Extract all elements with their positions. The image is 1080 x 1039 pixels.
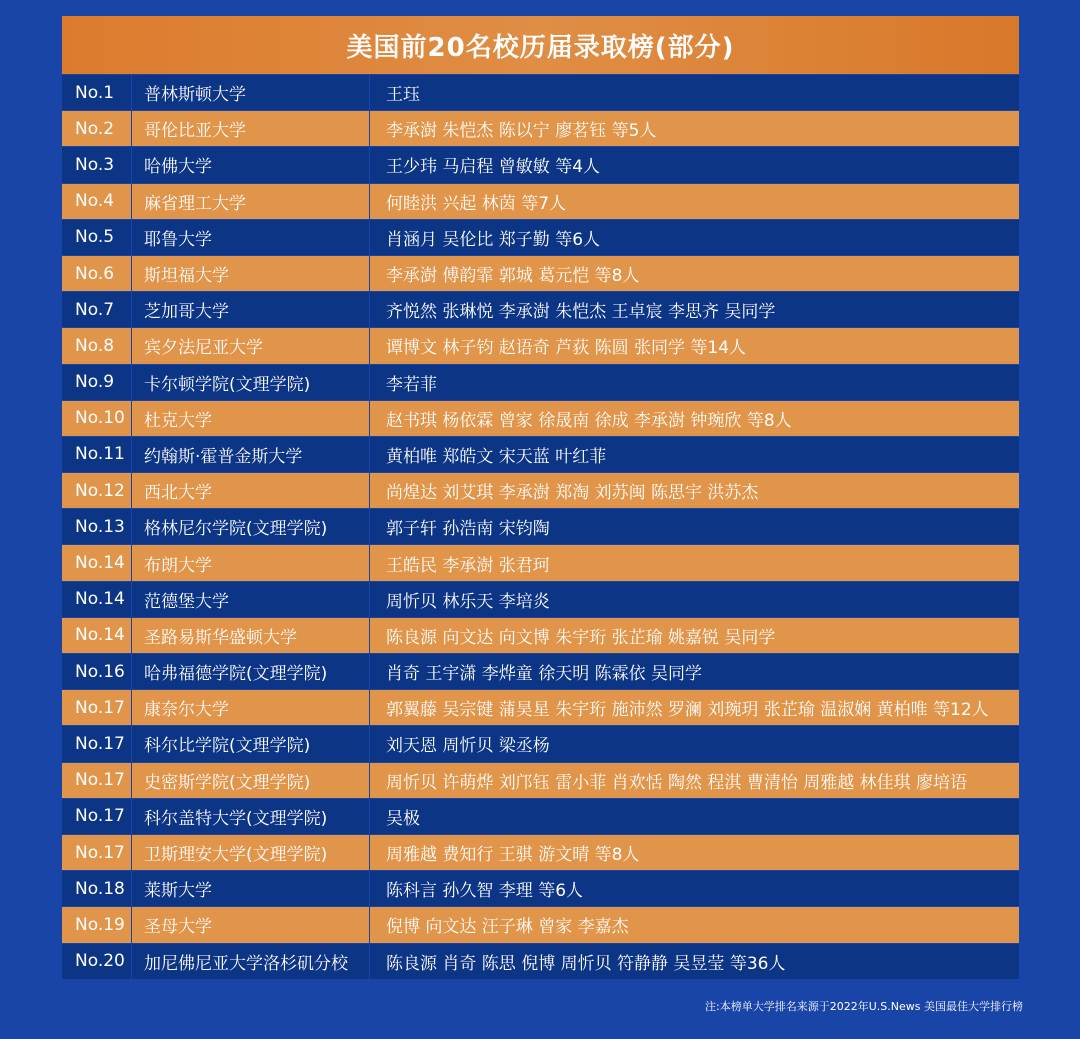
rank-cell: No.5: [62, 220, 132, 255]
table-row: [62, 582, 1019, 618]
table-row: [62, 328, 1019, 364]
table-title: 美国前20名校历届录取榜(部分): [62, 16, 1019, 75]
admitted-names-cell: 郭子轩 孙浩南 宋钧陶: [386, 519, 550, 540]
table-row: [62, 654, 1019, 690]
school-cell: 斯坦福大学: [132, 256, 370, 291]
school-cell: 约翰斯·霍普金斯大学: [132, 437, 370, 472]
rank-cell: No.14: [62, 618, 132, 653]
school-cell: 哈弗福德学院(文理学院): [132, 654, 370, 689]
table-row: [62, 220, 1019, 256]
admitted-names-cell: 肖奇 王宇潇 李烨童 徐天明 陈霖依 吴同学: [386, 664, 703, 685]
rank-cell: No.11: [62, 437, 132, 472]
table-row: [62, 184, 1019, 220]
table-row: [62, 690, 1019, 726]
admitted-names-cell: 李若菲: [386, 374, 437, 395]
rank-cell: No.17: [62, 835, 132, 870]
rank-cell: No.13: [62, 509, 132, 544]
school-cell: 西北大学: [132, 473, 370, 508]
school-cell: 麻省理工大学: [132, 184, 370, 219]
table-row: [62, 256, 1019, 292]
rank-cell: No.18: [62, 871, 132, 906]
admitted-names-cell: 周雅越 费知行 王骐 游文晴 等8人: [386, 845, 640, 866]
rank-cell: No.17: [62, 690, 132, 725]
table-row: [62, 292, 1019, 328]
rank-cell: No.2: [62, 111, 132, 146]
school-cell: 康奈尔大学: [132, 690, 370, 725]
admitted-names-cell: 王少玮 马启程 曾敏敏 等4人: [386, 157, 601, 178]
table-row: [62, 147, 1019, 183]
admitted-names-cell: 倪博 向文达 汪子琳 曾家 李嘉杰: [386, 917, 629, 938]
admitted-names-cell: 王皓民 李承澍 张君珂: [386, 555, 550, 576]
table-row: [62, 509, 1019, 545]
rank-cell: No.7: [62, 292, 132, 327]
rank-cell: No.17: [62, 799, 132, 834]
school-cell: 圣母大学: [132, 907, 370, 942]
school-cell: 科尔盖特大学(文理学院): [132, 799, 370, 834]
rank-cell: No.10: [62, 401, 132, 436]
table-row: [62, 545, 1019, 581]
table-row: [62, 835, 1019, 871]
table-row: [62, 944, 1019, 980]
admitted-names-cell: 周忻贝 许萌烨 刘邝钰 雷小菲 肖欢恬 陶然 程淇 曹清怡 周雅越 林佳琪 廖培语: [386, 772, 968, 793]
admitted-names-cell: 吴极: [386, 808, 420, 829]
admitted-names-cell: 何睦洪 兴起 林茵 等7人: [386, 193, 567, 214]
school-cell: 史密斯学院(文理学院): [132, 763, 370, 798]
admitted-names-cell: 肖涵月 吴伦比 郑子勤 等6人: [386, 229, 601, 250]
table-row: [62, 365, 1019, 401]
admitted-names-cell: 齐悦然 张琳悦 李承澍 朱恺杰 王卓宸 李思齐 吴同学: [386, 302, 776, 323]
rank-cell: No.16: [62, 654, 132, 689]
table-row: [62, 75, 1019, 111]
school-cell: 哥伦比亚大学: [132, 111, 370, 146]
table-row: [62, 437, 1019, 473]
rank-cell: No.9: [62, 365, 132, 400]
table-row: [62, 871, 1019, 907]
table-row: [62, 111, 1019, 147]
source-note: 注:本榜单大学排名来源于2022年U.S.News 美国最佳大学排行榜: [705, 1000, 1023, 1013]
school-cell: 杜克大学: [132, 401, 370, 436]
table-row: [62, 401, 1019, 437]
school-cell: 加尼佛尼亚大学洛杉矶分校: [132, 944, 370, 979]
table-row: [62, 473, 1019, 509]
table-row: [62, 618, 1019, 654]
admitted-names-cell: 刘天恩 周忻贝 梁丞杨: [386, 736, 550, 757]
admitted-names-cell: 李承澍 朱恺杰 陈以宁 廖茗钰 等5人: [386, 121, 657, 142]
school-cell: 科尔比学院(文理学院): [132, 726, 370, 761]
school-cell: 普林斯顿大学: [132, 75, 370, 110]
admitted-names-cell: 赵书琪 杨依霖 曾家 徐晟南 徐成 李承澍 钟琬欣 等8人: [386, 410, 792, 431]
rank-cell: No.17: [62, 726, 132, 761]
rank-cell: No.4: [62, 184, 132, 219]
rank-cell: No.14: [62, 545, 132, 580]
admitted-names-cell: 陈科言 孙久智 李理 等6人: [386, 881, 584, 902]
rank-cell: No.14: [62, 582, 132, 617]
table-row: [62, 907, 1019, 943]
rank-cell: No.17: [62, 763, 132, 798]
rank-cell: No.20: [62, 944, 132, 979]
rank-cell: No.12: [62, 473, 132, 508]
admitted-names-cell: 黄柏唯 郑皓文 宋天蓝 叶红菲: [386, 446, 607, 467]
ranking-table: [62, 16, 1019, 980]
school-cell: 宾夕法尼亚大学: [132, 328, 370, 363]
school-cell: 莱斯大学: [132, 871, 370, 906]
school-cell: 范德堡大学: [132, 582, 370, 617]
table-row: [62, 726, 1019, 762]
school-cell: 芝加哥大学: [132, 292, 370, 327]
admitted-names-cell: 王珏: [386, 85, 420, 106]
school-cell: 卡尔顿学院(文理学院): [132, 365, 370, 400]
rank-cell: No.6: [62, 256, 132, 291]
admitted-names-cell: 尚煌达 刘艾琪 李承澍 郑淘 刘苏闽 陈思宇 洪苏杰: [386, 483, 759, 504]
school-cell: 格林尼尔学院(文理学院): [132, 509, 370, 544]
rank-cell: No.1: [62, 75, 132, 110]
school-cell: 耶鲁大学: [132, 220, 370, 255]
admitted-names-cell: 李承澍 傅韵霏 郭城 葛元恺 等8人: [386, 266, 640, 287]
rank-cell: No.3: [62, 147, 132, 182]
school-cell: 哈佛大学: [132, 147, 370, 182]
table-row: [62, 799, 1019, 835]
admitted-names-cell: 谭博文 林子钧 赵语奇 芦荻 陈圆 张同学 等14人: [386, 338, 747, 359]
school-cell: 布朗大学: [132, 545, 370, 580]
admitted-names-cell: 郭翼藤 吴宗键 蒲昊星 朱宇珩 施沛然 罗澜 刘琬玥 张芷瑜 温淑娴 黄柏唯 等12人: [386, 700, 989, 721]
school-cell: 卫斯理安大学(文理学院): [132, 835, 370, 870]
admitted-names-cell: 周忻贝 林乐天 李培炎: [386, 591, 550, 612]
admitted-names-cell: 陈良源 肖奇 陈思 倪博 周忻贝 符静静 吴昱莹 等36人: [386, 953, 786, 974]
table-row: [62, 763, 1019, 799]
school-cell: 圣路易斯华盛顿大学: [132, 618, 370, 653]
table-body: [62, 75, 1019, 980]
admitted-names-cell: 陈良源 向文达 向文博 朱宇珩 张芷瑜 姚嘉锐 吴同学: [386, 627, 776, 648]
rank-cell: No.8: [62, 328, 132, 363]
rank-cell: No.19: [62, 907, 132, 942]
